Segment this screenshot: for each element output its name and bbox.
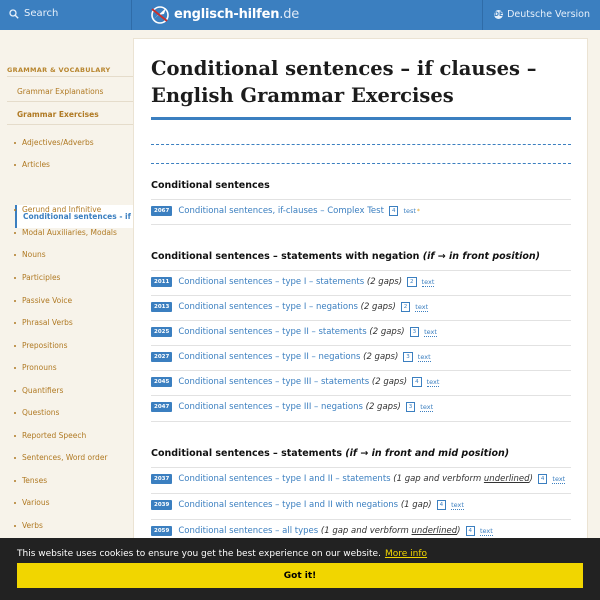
- exercise-number-badge: 2059: [151, 526, 172, 536]
- row-divider: [151, 421, 571, 422]
- exercise-number-badge: 2045: [151, 377, 172, 387]
- site-logo[interactable]: [150, 5, 299, 24]
- exercise-row[interactable]: [151, 493, 571, 518]
- sidebar-link-grammar-explanations[interactable]: Grammar Explanations: [17, 87, 104, 96]
- exercise-type-tag[interactable]: text: [552, 474, 566, 483]
- exercise-type-tag[interactable]: text: [451, 500, 464, 509]
- sidebar-item[interactable]: Participles: [14, 273, 60, 282]
- exercise-link[interactable]: Conditional sentences – type I – statements (2 gaps): [178, 277, 403, 287]
- sidebar-item[interactable]: Nouns: [14, 250, 46, 259]
- bullet-icon: [14, 412, 16, 414]
- exercise-link[interactable]: Conditional sentences – type III – statements (2 gaps): [178, 377, 408, 387]
- exercise-link[interactable]: Conditional sentences – type II – statements (2 gaps): [178, 327, 405, 337]
- exercise-link[interactable]: Conditional sentences, if-clauses – Complex Test: [178, 206, 384, 216]
- row-divider: [151, 224, 571, 225]
- sidebar-item[interactable]: Articles: [14, 160, 50, 169]
- bullet-icon: [14, 277, 16, 279]
- sidebar-item[interactable]: Prepositions: [14, 341, 68, 350]
- cookie-banner: [0, 538, 600, 600]
- exercise-link[interactable]: Conditional sentences – all types (1 gap and verbform underlined): [178, 526, 461, 536]
- sidebar-link-grammar-exercises[interactable]: Grammar Exercises: [17, 110, 99, 119]
- topbar-divider: [482, 0, 483, 30]
- page-title: Conditional sentences – if clauses – English Grammar Exercises: [151, 57, 537, 107]
- bullet-icon: [14, 502, 16, 504]
- sidebar-item[interactable]: Reported Speech: [14, 431, 86, 440]
- exercise-type-tag[interactable]: text: [417, 352, 431, 361]
- exercise-type-tag[interactable]: text: [424, 327, 437, 336]
- bullet-icon: [14, 435, 16, 437]
- sidebar-divider: [7, 101, 133, 102]
- gap-count-badge: 4: [412, 377, 422, 387]
- sidebar-item[interactable]: Phrasal Verbs: [14, 318, 73, 327]
- main-content: [133, 38, 588, 600]
- search-button[interactable]: [9, 8, 58, 19]
- exercise-number-badge: 2013: [151, 302, 172, 312]
- exercise-row[interactable]: [151, 199, 571, 224]
- gap-count-badge: 4: [389, 206, 399, 216]
- bullet-icon: [14, 480, 16, 482]
- sidebar-item[interactable]: Sentences, Word order: [14, 453, 108, 462]
- title-underline: [151, 117, 571, 120]
- logo-icon: [150, 5, 170, 24]
- topbar-divider: [131, 0, 132, 30]
- language-switch[interactable]: [494, 9, 590, 20]
- sidebar-item[interactable]: Questions: [14, 408, 59, 417]
- exercise-row[interactable]: [151, 270, 571, 295]
- language-label: Deutsche Version: [507, 9, 590, 20]
- sidebar-item[interactable]: Verbs: [14, 521, 43, 530]
- exercise-type-tag[interactable]: text: [420, 402, 434, 411]
- gap-count-badge: 2: [401, 302, 411, 312]
- star-icon: *: [416, 207, 420, 215]
- exercise-number-badge: 2025: [151, 327, 172, 337]
- gap-count-badge: 4: [538, 474, 548, 484]
- sidebar-item[interactable]: Adjectives/Adverbs: [14, 138, 94, 147]
- exercise-link[interactable]: Conditional sentences – type I and II with negations (1 gap): [178, 500, 432, 510]
- sidebar-divider: [7, 124, 133, 125]
- sidebar-item[interactable]: Quantifiers: [14, 386, 63, 395]
- top-bar: [0, 0, 600, 30]
- exercise-number-badge: 2011: [151, 277, 172, 287]
- exercise-row[interactable]: [151, 467, 571, 492]
- exercise-row[interactable]: [151, 395, 571, 420]
- exercise-link[interactable]: Conditional sentences – type II – negations (2 gaps): [178, 352, 399, 362]
- bullet-icon: [14, 367, 16, 369]
- language-flag-icon: DE: [494, 11, 504, 18]
- logo-name: englisch-hilfen: [174, 7, 280, 22]
- dashed-divider: [151, 163, 571, 164]
- gap-count-badge: 3: [406, 402, 416, 412]
- sidebar-section-title: GRAMMAR & VOCABULARY: [7, 66, 111, 74]
- exercise-number-badge: 2047: [151, 402, 172, 412]
- gap-count-badge: 2: [407, 277, 417, 287]
- bullet-icon: [14, 142, 16, 144]
- exercise-type-tag[interactable]: test: [403, 207, 416, 215]
- search-icon: [9, 9, 19, 19]
- gap-count-badge: 3: [403, 352, 413, 362]
- exercise-row[interactable]: [151, 370, 571, 395]
- exercise-row[interactable]: [151, 295, 571, 320]
- section-heading: Conditional sentences: [151, 180, 270, 191]
- bullet-icon: [14, 322, 16, 324]
- exercise-row[interactable]: [151, 345, 571, 370]
- exercise-number-badge: 2037: [151, 474, 172, 484]
- cookie-more-info-link[interactable]: More info: [384, 549, 428, 559]
- sidebar-item[interactable]: Tenses: [14, 476, 47, 485]
- exercise-link[interactable]: Conditional sentences – type I – negations (2 gaps): [178, 302, 396, 312]
- sidebar-divider: [7, 76, 133, 77]
- bullet-icon: [14, 457, 16, 459]
- bullet-icon: [14, 300, 16, 302]
- logo-tld: .de: [279, 7, 300, 22]
- exercise-type-tag[interactable]: text: [421, 277, 435, 286]
- exercise-number-badge: 2067: [151, 206, 172, 216]
- cookie-message: This website uses cookies to ensure you get the best experience on our website. More info: [17, 549, 428, 559]
- gap-count-badge: 3: [410, 327, 420, 337]
- exercise-number-badge: 2027: [151, 352, 172, 362]
- bullet-icon: [14, 525, 16, 527]
- exercise-row[interactable]: [151, 320, 571, 345]
- section-heading: Conditional sentences – statements (if → in front and mid position): [151, 448, 510, 459]
- bullet-icon: [14, 164, 16, 166]
- exercise-link[interactable]: Conditional sentences – type III – negations (2 gaps): [178, 402, 401, 412]
- section-heading: Conditional sentences – statements with negation (if → in front position): [151, 251, 541, 262]
- bullet-icon: [14, 209, 16, 211]
- sidebar: [0, 30, 133, 600]
- sidebar-item[interactable]: Pronouns: [14, 363, 57, 372]
- cookie-accept-button[interactable]: Got it!: [17, 563, 583, 588]
- exercise-type-tag[interactable]: text: [480, 526, 493, 535]
- search-label: Search: [24, 8, 59, 19]
- sidebar-item[interactable]: Passive Voice: [14, 296, 72, 305]
- gap-count-badge: 4: [466, 526, 476, 536]
- exercise-link[interactable]: Conditional sentences – type I and II – statements (1 gap and verbform underlined): [178, 474, 533, 484]
- sidebar-item[interactable]: Gerund and Infinitive: [14, 205, 101, 214]
- dashed-divider: [151, 144, 571, 145]
- sidebar-item[interactable]: Various: [14, 498, 50, 507]
- bullet-icon: [14, 390, 16, 392]
- sidebar-item-active[interactable]: Conditional sentences - if: [15, 205, 133, 228]
- exercise-number-badge: 2039: [151, 500, 172, 510]
- exercise-type-tag[interactable]: text: [426, 377, 440, 386]
- bullet-icon: [14, 232, 16, 234]
- bullet-icon: [14, 345, 16, 347]
- bullet-icon: [14, 254, 16, 256]
- exercise-type-tag[interactable]: text: [415, 302, 429, 311]
- sidebar-item[interactable]: Modal Auxiliaries, Modals: [14, 228, 117, 237]
- gap-count-badge: 4: [437, 500, 447, 510]
